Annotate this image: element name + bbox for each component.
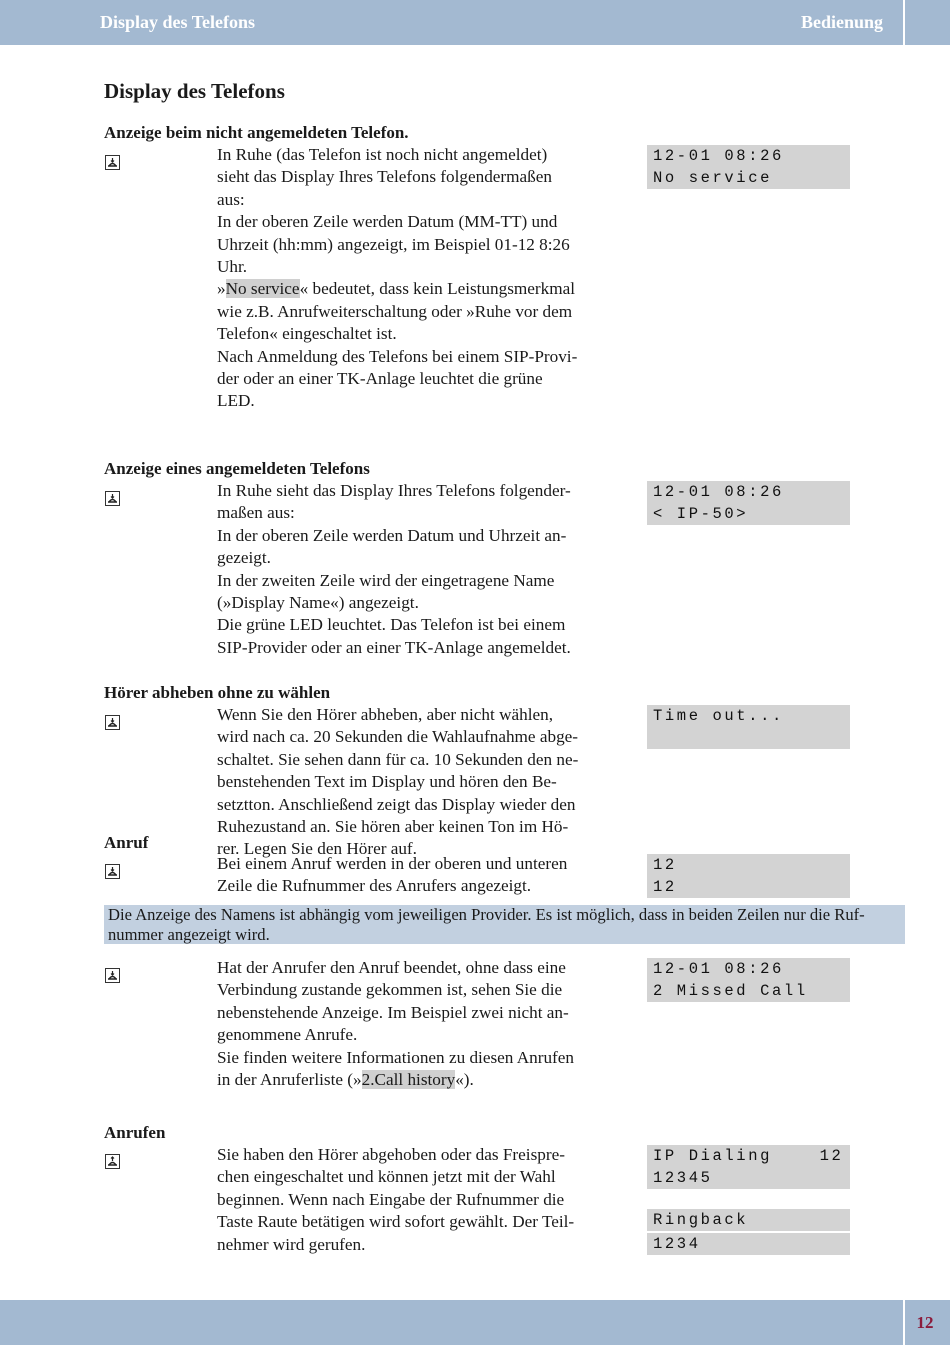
- note-line: Die Anzeige des Namens ist abhängig vom jeweiligen Provider. Es ist möglich, dass in beiden Zeilen nur die Ruf-: [108, 905, 865, 924]
- section-heading-registered: Anzeige eines angemeldeten Telefons: [104, 459, 370, 478]
- section-heading-call: Anruf: [104, 833, 149, 852]
- text-line: sieht das Display Ihres Telefons folgendermaßen: [217, 167, 552, 187]
- text-line: (»Display Name«) angezeigt.: [217, 593, 419, 613]
- text-line: Sie haben den Hörer abgehoben oder das Freispre-: [217, 1145, 565, 1164]
- text-line: chen eingeschaltet und können jetzt mit der Wahl: [217, 1167, 556, 1187]
- text-line: LED.: [217, 391, 255, 411]
- section-text-registered: [217, 480, 589, 659]
- header-chapter-title: Bedienung: [800, 12, 883, 32]
- quote-prefix: »: [217, 279, 226, 299]
- lcd-line-1: 12: [653, 856, 677, 874]
- text-line: der oder an einer TK-Anlage leuchtet die grüne: [217, 369, 543, 389]
- text-line: Taste Raute betätigen wird sofort gewählt. Der Teil-: [217, 1212, 575, 1232]
- text-line: setztton. Anschließend zeigt das Display wieder den: [217, 794, 576, 814]
- text-line: nehmer wird gerufen.: [217, 1234, 366, 1254]
- text-line: rer. Legen Sie den Hörer auf.: [217, 839, 417, 859]
- lcd-display-call: [647, 854, 850, 898]
- lcd-line-1: 12-01 08:26: [653, 960, 784, 978]
- text-line: Hat der Anrufer den Anruf beendet, ohne dass eine: [217, 958, 566, 977]
- handset-down-icon: [105, 715, 120, 730]
- lcd-line-1: 12-01 08:26: [653, 483, 784, 501]
- text-line: Zeile die Rufnummer des Anrufers angezeigt.: [217, 876, 532, 896]
- text-line: schaltet. Sie sehen dann für ca. 10 Sekunden den ne-: [217, 749, 579, 769]
- lcd-display-timeout: [647, 705, 850, 749]
- lcd-line-1: 1234: [653, 1235, 701, 1253]
- note-line: nummer angezeigt wird.: [108, 925, 270, 944]
- lcd-line-2: 2 Missed Call: [653, 982, 808, 1000]
- header-section-title: Display des Telefons: [100, 12, 256, 32]
- footer-bar: [0, 1300, 903, 1345]
- text-line: wird nach ca. 20 Sekunden die Wahlaufnahme abge-: [217, 727, 579, 747]
- highlighted-term: 2.Call history: [361, 1070, 456, 1090]
- text-line: wie z.B. Anrufweiterschaltung oder »Ruhe vor dem: [217, 301, 573, 321]
- lcd-display-dialing: [647, 1145, 850, 1189]
- lcd-line-1: Time out...: [653, 707, 784, 725]
- text-line: In Ruhe (das Telefon ist noch nicht angemeldet): [217, 145, 548, 164]
- lcd-line-1: IP Dialing 12: [653, 1147, 844, 1165]
- text-line: Wenn Sie den Hörer abheben, aber nicht wählen,: [217, 705, 554, 724]
- text-line: Uhr.: [217, 257, 248, 277]
- lcd-display-ringback: [647, 1209, 850, 1231]
- handset-up-icon: [105, 1154, 120, 1169]
- lcd-line-2: 12345: [653, 1169, 713, 1187]
- text-line: In der oberen Zeile werden Datum und Uhrzeit an-: [217, 525, 567, 545]
- handset-down-icon: [105, 491, 120, 506]
- text-line: [217, 278, 589, 300]
- text-line: beginnen. Wenn nach Eingabe der Rufnummer die: [217, 1189, 565, 1209]
- section-heading-dialing: Anrufen: [104, 1123, 166, 1142]
- text-line: aus:: [217, 189, 245, 209]
- lcd-display-not-registered: [647, 145, 850, 189]
- text-line: Nach Anmeldung des Telefons bei einem SIP-Provi-: [217, 346, 578, 366]
- text-line: Uhrzeit (hh:mm) angezeigt, im Beispiel 01-12 8:26: [217, 234, 570, 254]
- lcd-line-2: 12: [653, 878, 677, 896]
- text-line: Verbindung zustande gekommen ist, sehen Sie die: [217, 980, 563, 1000]
- text-line: [217, 1069, 589, 1091]
- text-line: nebenstehende Anzeige. Im Beispiel zwei nicht an-: [217, 1002, 569, 1022]
- section-text-dialing: [217, 1144, 589, 1256]
- handset-down-icon: [105, 864, 120, 879]
- section-text-missed-call: [217, 957, 589, 1091]
- text-line: In Ruhe sieht das Display Ihres Telefons folgender-: [217, 481, 571, 500]
- text-rest: « bedeutet, dass kein Leistungsmerkmal: [299, 279, 575, 299]
- text-line: Sie finden weitere Informationen zu diesen Anrufen: [217, 1047, 574, 1067]
- info-note-box: [104, 905, 905, 944]
- section-text-call: [217, 853, 589, 898]
- header-side-block: [905, 0, 950, 45]
- text-line: benstehenden Text im Display und hören den Be-: [217, 772, 557, 792]
- page-header: [0, 0, 950, 45]
- text-line: Die grüne LED leuchtet. Das Telefon ist bei einem: [217, 615, 566, 635]
- text-line: gezeigt.: [217, 548, 271, 568]
- text-line: genommene Anrufe.: [217, 1025, 358, 1045]
- lcd-line-2: No service: [653, 169, 773, 187]
- text-line: SIP-Provider oder an einer TK-Anlage angemeldet.: [217, 637, 571, 657]
- lcd-display-missed-call: [647, 958, 850, 1002]
- lcd-line-2: < IP-50>: [653, 505, 749, 523]
- text-prefix: in der Anruferliste (»: [217, 1070, 362, 1090]
- lcd-line-1: 12-01 08:26: [653, 147, 784, 165]
- section-text-lift-handset: [217, 704, 589, 861]
- handset-down-icon: [105, 968, 120, 983]
- lcd-line-1: Ringback: [653, 1211, 749, 1229]
- text-line: Ruhezustand an. Sie hören aber keinen Ton im Hö-: [217, 817, 569, 837]
- section-heading-lift-handset: Hörer abheben ohne zu wählen: [104, 683, 331, 702]
- lcd-line-2: [647, 727, 850, 749]
- text-line: In der zweiten Zeile wird der eingetragene Name: [217, 570, 555, 590]
- handset-down-icon: [105, 155, 120, 170]
- highlighted-term: No service: [225, 279, 300, 299]
- text-line: In der oberen Zeile werden Datum (MM-TT) und: [217, 212, 558, 232]
- text-line: Telefon« eingeschaltet ist.: [217, 324, 397, 344]
- lcd-display-registered: [647, 481, 850, 525]
- text-line: Bei einem Anruf werden in der oberen und unteren: [217, 854, 568, 873]
- text-suffix: «).: [455, 1070, 474, 1090]
- page-number: 12: [916, 1313, 934, 1332]
- lcd-display-number: [647, 1233, 850, 1255]
- text-line: maßen aus:: [217, 503, 295, 523]
- section-text-not-registered: [217, 144, 589, 413]
- section-heading-not-registered: Anzeige beim nicht angemeldeten Telefon.: [104, 123, 409, 142]
- page-title: Display des Telefons: [104, 79, 285, 103]
